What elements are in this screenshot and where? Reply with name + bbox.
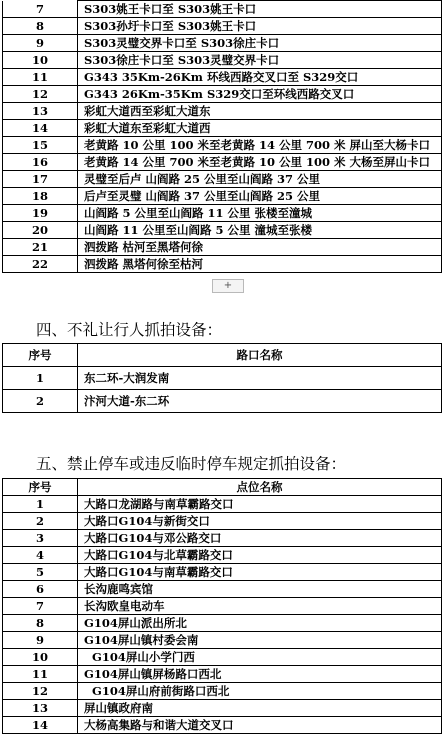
row-location: 汴河大道-东二环 (78, 390, 442, 413)
table-row (3, 547, 442, 564)
row-number: 10 (3, 649, 78, 666)
table-row (3, 69, 442, 86)
row-location: 长沟鹿鸣宾馆 (78, 581, 442, 598)
row-number: 8 (3, 18, 78, 35)
table-row (3, 717, 442, 734)
table-row (3, 256, 442, 273)
row-location: 东二环-大润发南 (78, 367, 442, 390)
table-header-row (3, 344, 442, 367)
row-number: 17 (3, 171, 78, 188)
row-number: 12 (3, 86, 78, 103)
row-location: 大路口G104与北草霸路交口 (78, 547, 442, 564)
row-location: 大路口G104与新街交口 (78, 513, 442, 530)
table-row (3, 18, 442, 35)
row-location: 长沟欧皇电动车 (78, 598, 442, 615)
row-location: 老黄路 10 公里 100 米至老黄路 14 公里 700 米 屏山至大杨卡口 (78, 137, 442, 154)
row-number: 9 (3, 35, 78, 52)
row-number: 6 (3, 581, 78, 598)
row-number: 7 (3, 598, 78, 615)
table-row (3, 683, 442, 700)
table-row (3, 205, 442, 222)
row-location: 彩虹大道东至彩虹大道西 (78, 120, 442, 137)
row-location: 大杨高集路与和谐大道交叉口 (78, 717, 442, 734)
table-header-row (3, 479, 442, 496)
row-location: 彩虹大道西至彩虹大道东 (78, 103, 442, 120)
road-section-table (2, 0, 442, 273)
row-location: 泗拨路 黑塔何徐至枯河 (78, 256, 442, 273)
row-location: G104屏山小学门西 (78, 649, 442, 666)
table-row (3, 1, 442, 18)
row-location: 山阎路 5 公里至山阎路 11 公里 张楼至潼城 (78, 205, 442, 222)
row-number: 18 (3, 188, 78, 205)
row-number: 15 (3, 137, 78, 154)
row-number: 1 (3, 367, 78, 390)
row-number: 14 (3, 120, 78, 137)
row-number: 2 (3, 513, 78, 530)
row-location: 大路口龙湖路与南草霸路交口 (78, 496, 442, 513)
table-row (3, 581, 442, 598)
table-row (3, 35, 442, 52)
section-heading-pedestrian: 四、不礼让行人抓拍设备： (36, 321, 223, 339)
row-number: 3 (3, 530, 78, 547)
row-location: S303徐庄卡口至 S303灵璧交界卡口 (78, 52, 442, 69)
table-row (3, 564, 442, 581)
table-row (3, 52, 442, 69)
row-location: 大路口G104与南草霸路交口 (78, 564, 442, 581)
row-location: 灵璧至后卢 山阎路 25 公里至山阎路 37 公里 (78, 171, 442, 188)
row-location: G104屏山派出所北 (78, 615, 442, 632)
column-header-no: 序号 (3, 479, 78, 496)
table-row (3, 188, 442, 205)
row-location: G104屏山镇屏杨路口西北 (78, 666, 442, 683)
table-row (3, 615, 442, 632)
row-number: 12 (3, 683, 78, 700)
add-row-button[interactable]: + (212, 279, 244, 293)
table-row (3, 390, 442, 413)
table-row (3, 86, 442, 103)
row-number: 13 (3, 103, 78, 120)
table-row (3, 649, 442, 666)
column-header-name: 点位名称 (78, 479, 442, 496)
row-number: 16 (3, 154, 78, 171)
column-header-no: 序号 (3, 344, 78, 367)
row-number: 5 (3, 564, 78, 581)
table-row (3, 513, 442, 530)
row-number: 14 (3, 717, 78, 734)
row-number: 10 (3, 52, 78, 69)
table-row (3, 666, 442, 683)
row-location: 老黄路 14 公里 700 米至老黄路 10 公里 100 米 大杨至屏山卡口 (78, 154, 442, 171)
row-number: 13 (3, 700, 78, 717)
row-number: 8 (3, 615, 78, 632)
table-row (3, 171, 442, 188)
row-location: S303灵璧交界卡口至 S303徐庄卡口 (78, 35, 442, 52)
table-row (3, 103, 442, 120)
row-number: 7 (3, 1, 78, 18)
row-location: G104屏山府前街路口西北 (78, 683, 442, 700)
row-location: G343 26Km-35Km S329交口至环线西路交叉口 (78, 86, 442, 103)
row-location: 山阎路 11 公里至山阎路 5 公里 潼城至张楼 (78, 222, 442, 239)
row-number: 20 (3, 222, 78, 239)
column-header-name: 路口名称 (78, 344, 442, 367)
table-row (3, 120, 442, 137)
table-row (3, 367, 442, 390)
row-location: 屏山镇政府南 (78, 700, 442, 717)
section-heading-parking: 五、禁止停车或违反临时停车规定抓拍设备： (36, 455, 347, 473)
row-number: 22 (3, 256, 78, 273)
row-number: 21 (3, 239, 78, 256)
table-row (3, 239, 442, 256)
table-row (3, 700, 442, 717)
table-row (3, 598, 442, 615)
row-number: 19 (3, 205, 78, 222)
row-number: 11 (3, 666, 78, 683)
row-number: 4 (3, 547, 78, 564)
pedestrian-device-table (2, 343, 442, 413)
row-number: 11 (3, 69, 78, 86)
row-number: 2 (3, 390, 78, 413)
row-location: 泗拨路 枯河至黑塔何徐 (78, 239, 442, 256)
row-location: 大路口G104与邓公路交口 (78, 530, 442, 547)
row-number: 1 (3, 496, 78, 513)
table-row (3, 632, 442, 649)
table-row (3, 530, 442, 547)
row-location: G104屏山镇村委会南 (78, 632, 442, 649)
row-location: G343 35Km-26Km 环线西路交叉口至 S329交口 (78, 69, 442, 86)
table-row (3, 154, 442, 171)
row-location: S303姚王卡口至 S303姚王卡口 (78, 1, 442, 18)
row-location: S303孙圩卡口至 S303姚王卡口 (78, 18, 442, 35)
table-row (3, 137, 442, 154)
row-location: 后卢至灵璧 山阎路 37 公里至山阎路 25 公里 (78, 188, 442, 205)
row-number: 9 (3, 632, 78, 649)
table-row (3, 222, 442, 239)
parking-device-table (2, 478, 442, 734)
table-row (3, 496, 442, 513)
